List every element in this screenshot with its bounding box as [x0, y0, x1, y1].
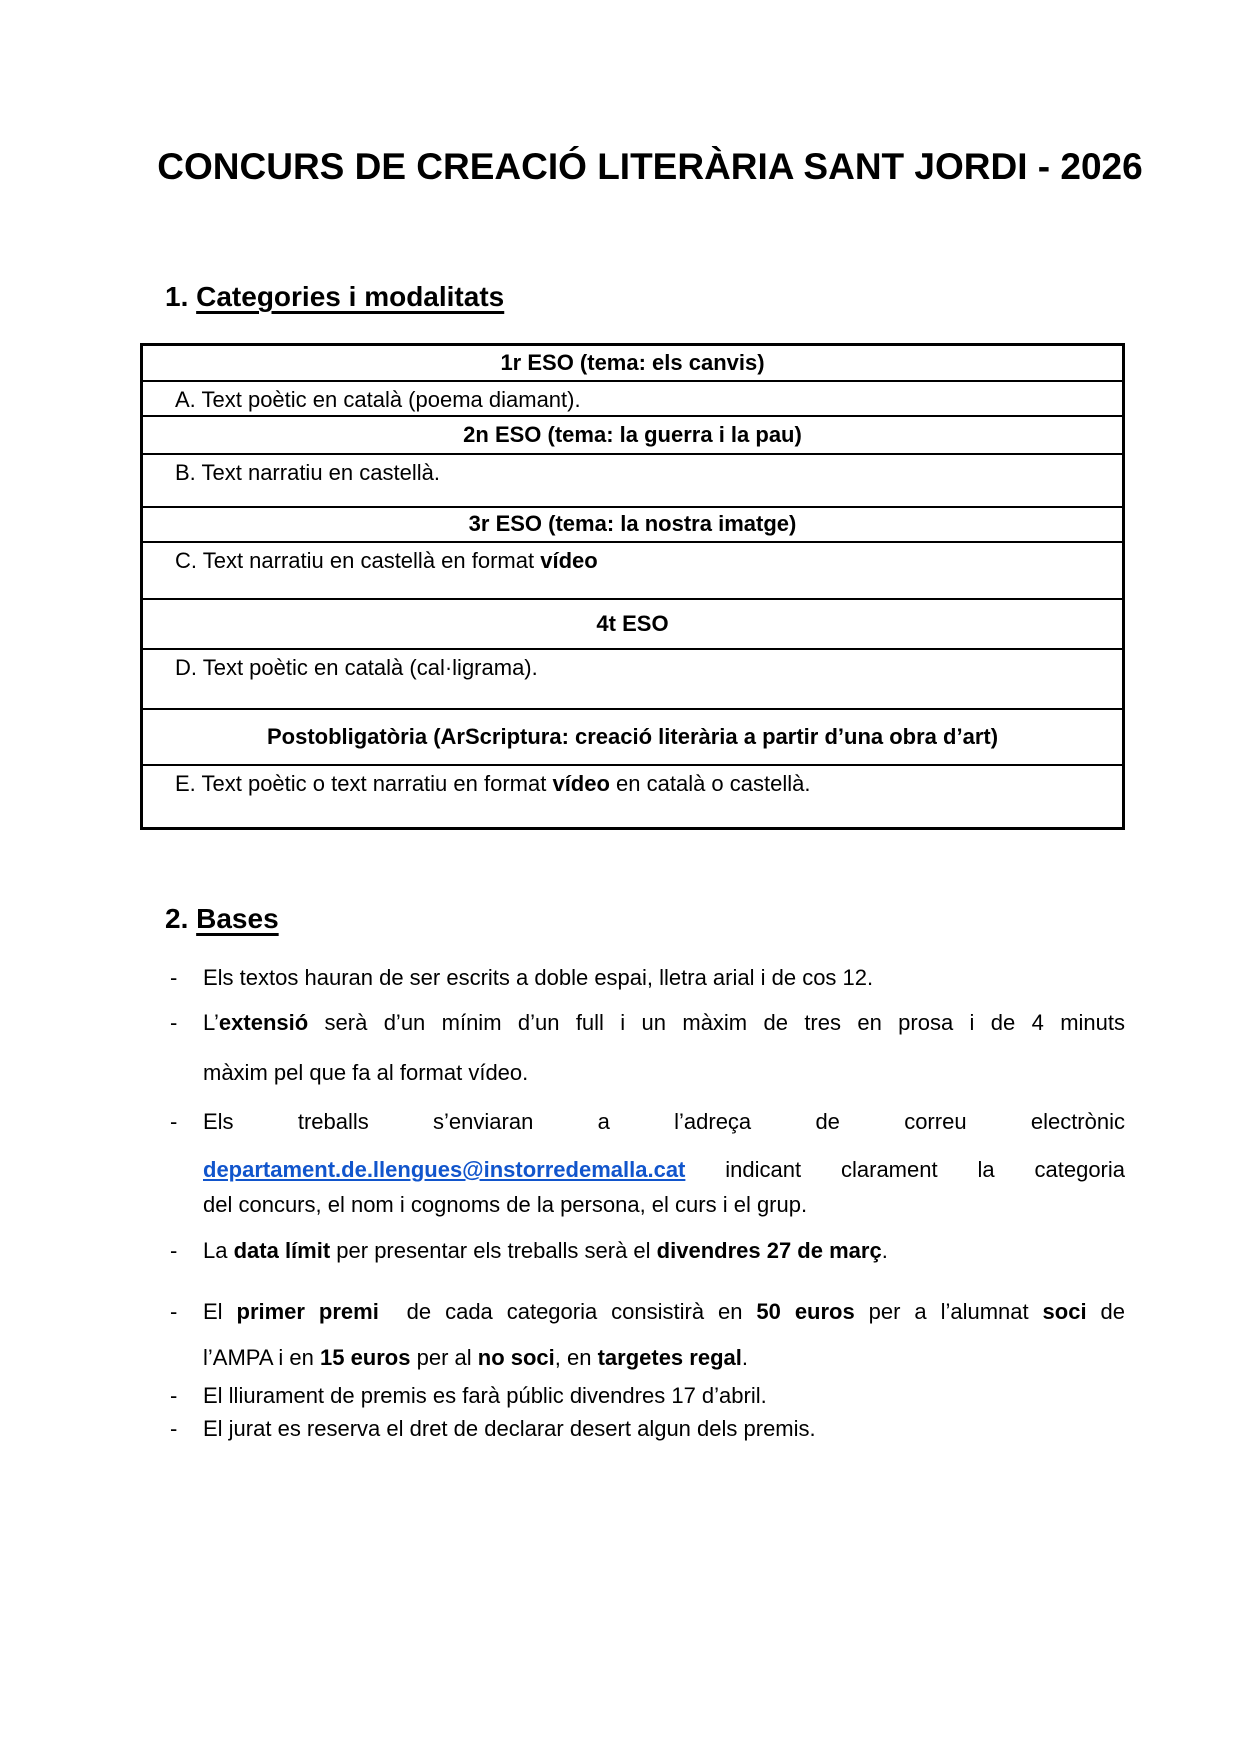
table-row-header-2n-eso	[142, 416, 1124, 454]
list-item-text: El lliurament de premis es farà públic divendres 17 d’abril.	[203, 1383, 767, 1408]
list-item-text: per presentar els treballs serà el	[330, 1238, 657, 1263]
bullet-dash: -	[170, 1109, 178, 1134]
modality-c-cell	[142, 542, 1124, 599]
table-row-modality-b	[142, 454, 1124, 507]
bullet-dash: -	[170, 1416, 178, 1441]
table-row-modality-c	[142, 542, 1124, 599]
table-row-header-3r-eso	[142, 507, 1124, 542]
deadline-date-bold: divendres 27 de març	[656, 1238, 882, 1263]
list-item-submission	[170, 1108, 1125, 1135]
list-item-text-format	[170, 964, 1125, 991]
section1-title: Categories i modalitats	[196, 281, 505, 312]
amount-50-bold: 50 euros	[756, 1299, 855, 1324]
modality-d-cell: D. Text poètic en català (cal·ligrama).	[142, 649, 1124, 709]
list-item-text: Els textos hauran de ser escrits a doble espai, lletra arial i de cos 12.	[203, 965, 874, 990]
extension-bold: extensió	[218, 1010, 309, 1035]
list-item-prize-line2	[170, 1344, 1125, 1371]
table-row-modality-d	[142, 649, 1124, 709]
modality-a-cell: A. Text poètic en català (poema diamant).	[142, 381, 1124, 416]
list-item-prize	[170, 1298, 1125, 1325]
document-title: CONCURS DE CREACIÓ LITERÀRIA SANT JORDI - 2026	[157, 146, 1143, 187]
list-item-text: de cada categoria consistirà en	[378, 1299, 757, 1324]
non-member-bold: no soci	[477, 1345, 555, 1370]
list-item-submission-line3	[170, 1191, 1125, 1218]
table-row-header-postobligatoria	[142, 709, 1124, 765]
first-prize-bold: primer premi	[236, 1299, 379, 1324]
header-cell-3r-eso: 3r ESO (tema: la nostra imatge)	[142, 507, 1124, 542]
modality-e-text: E. Text poètic o text narratiu en format	[175, 770, 553, 796]
list-item-text: de	[1086, 1299, 1125, 1324]
member-bold: soci	[1042, 1299, 1087, 1324]
bullet-dash: -	[170, 1238, 178, 1263]
list-item-submission-line2	[170, 1156, 1125, 1183]
section1-heading	[165, 280, 504, 314]
table-row-modality-e	[142, 765, 1124, 829]
list-item-jury	[170, 1415, 1125, 1442]
modality-e-cell	[142, 765, 1124, 829]
list-item-text: l’AMPA i en	[203, 1345, 320, 1370]
modality-c-text: C. Text narratiu en castellà en format	[175, 547, 541, 573]
list-item-text: , en	[554, 1345, 598, 1370]
list-item-text: per a l’alumnat	[854, 1299, 1043, 1324]
list-item-text: El jurat es reserva el dret de declarar desert algun dels premis.	[203, 1416, 816, 1441]
bullet-dash: -	[170, 1299, 178, 1324]
modality-b-cell: B. Text narratiu en castellà.	[142, 454, 1124, 507]
categories-table	[140, 343, 1125, 830]
gift-cards-bold: targetes regal	[597, 1345, 742, 1370]
list-item-extension	[170, 1009, 1125, 1036]
amount-15-bold: 15 euros	[319, 1345, 411, 1370]
list-item-award-ceremony	[170, 1382, 1125, 1409]
section2-number: 2.	[165, 903, 189, 934]
modality-e-bold: vídeo	[552, 770, 610, 796]
section2-title: Bases	[196, 903, 279, 934]
list-item-text: màxim pel que fa al format vídeo.	[203, 1060, 529, 1085]
bullet-dash: -	[170, 1010, 178, 1035]
list-item-text: L’	[203, 1010, 219, 1035]
header-cell-1r-eso: 1r ESO (tema: els canvis)	[142, 345, 1124, 381]
list-item-text: del concurs, el nom i cognoms de la persona, el curs i el grup.	[203, 1192, 808, 1217]
list-item-text: .	[881, 1238, 888, 1263]
list-item-text: El	[203, 1299, 237, 1324]
deadline-bold: data límit	[233, 1238, 331, 1263]
header-cell-4t-eso: 4t ESO	[142, 599, 1124, 649]
section2-heading	[165, 902, 279, 936]
bullet-dash: -	[170, 965, 178, 990]
list-item-text: .	[741, 1345, 748, 1370]
list-item-text: La	[203, 1238, 234, 1263]
section1-number: 1.	[165, 281, 189, 312]
list-item-text: indicant clarament la categoria	[685, 1157, 1125, 1182]
header-cell-postobligatoria: Postobligatòria (ArScriptura: creació literària a partir d’una obra d’art)	[142, 709, 1124, 765]
email-link[interactable]: departament.de.llengues@instorredemalla.cat	[203, 1157, 686, 1182]
list-item-deadline	[170, 1237, 1125, 1264]
header-cell-2n-eso: 2n ESO (tema: la guerra i la pau)	[142, 416, 1124, 454]
modality-e-post: en català o castellà.	[609, 770, 811, 796]
list-item-extension-line2	[170, 1059, 1125, 1086]
table-row-modality-a	[142, 381, 1124, 416]
table-row-header-4t-eso	[142, 599, 1124, 649]
list-item-text: serà d’un mínim d’un full i un màxim de tres en prosa i de 4 minuts	[308, 1010, 1125, 1035]
list-item-text: Els treballs s’enviaran a l’adreça de correu electrònic	[203, 1109, 1125, 1134]
list-item-text: per al	[410, 1345, 478, 1370]
table-row-header-1r-eso	[142, 345, 1124, 381]
modality-c-bold: vídeo	[540, 547, 598, 573]
bullet-dash: -	[170, 1383, 178, 1408]
